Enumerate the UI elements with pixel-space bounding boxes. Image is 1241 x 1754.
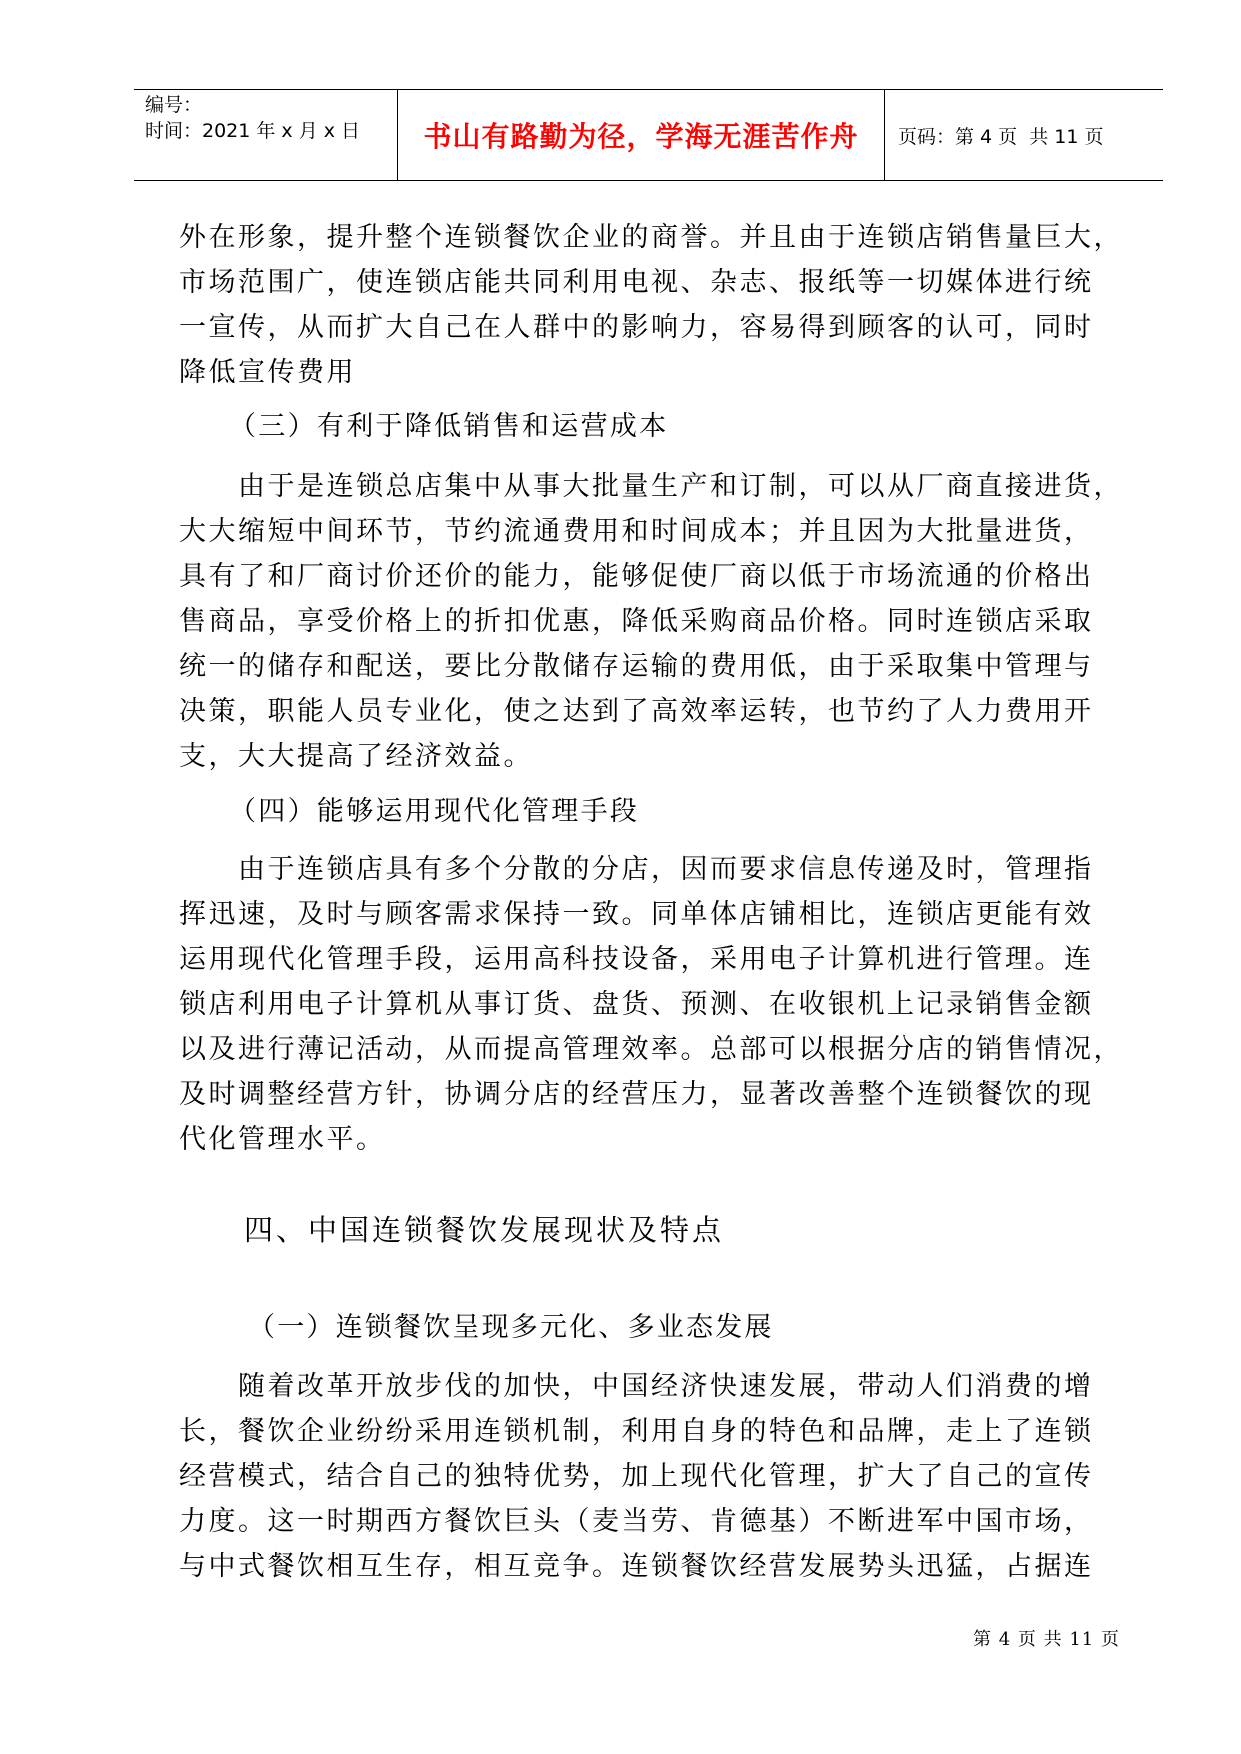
text-line: 与中式餐饮相互生存，相互竞争。连锁餐饮经营发展势头迅猛，占据连	[179, 1551, 1094, 1582]
text-line: 锁店利用电子计算机从事订货、盘货、预测、在收银机上记录销售金额	[179, 989, 1094, 1020]
text-line: 由于是连锁总店集中从事大批量生产和订制，可以从厂商直接进货，	[238, 471, 1123, 502]
text-line: 大大缩短中间环节，节约流通费用和时间成本；并且因为大批量进货，	[179, 516, 1094, 547]
text-line: 以及进行薄记活动，从而提高管理效率。总部可以根据分店的销售情况，	[179, 1034, 1123, 1065]
text-line: 售商品，享受价格上的折扣优惠，降低采购商品价格。同时连锁店采取	[179, 606, 1094, 637]
text-line: 力度。这一时期西方餐饮巨头（麦当劳、肯德基）不断进军中国市场，	[179, 1506, 1094, 1537]
text-line: 外在形象，提升整个连锁餐饮企业的商誉。并且由于连锁店销售量巨大，	[179, 222, 1123, 253]
text-line: 一宣传，从而扩大自己在人群中的影响力，容易得到顾客的认可，同时	[179, 312, 1094, 343]
text-line: 具有了和厂商讨价还价的能力，能够促使厂商以低于市场流通的价格出	[179, 561, 1094, 592]
text-line: 支，大大提高了经济效益。	[179, 741, 533, 772]
page-header	[134, 89, 1163, 181]
text-line: 及时调整经营方针，协调分店的经营压力，显著改善整个连锁餐饮的现	[179, 1079, 1094, 1110]
paragraph-continued	[179, 215, 1189, 395]
document-time-label: 时间：2021 年 x 月 x 日	[145, 120, 361, 142]
text-line: 长，餐饮企业纷纷采用连锁机制，利用自身的特色和品牌，走上了连锁	[179, 1416, 1094, 1447]
paragraph	[179, 1364, 1189, 1589]
text-line: 运用现代化管理手段，运用高科技设备，采用电子计算机进行管理。连	[179, 944, 1094, 975]
text-line: 市场范围广，使连锁店能共同利用电视、杂志、报纸等一切媒体进行统	[179, 267, 1094, 298]
header-page-cell	[884, 90, 1163, 180]
document-number-label: 编号：	[145, 94, 203, 116]
text-line: 代化管理水平。	[179, 1124, 386, 1155]
text-line: 决策，职能人员专业化，使之达到了高效率运转，也节约了人力费用开	[179, 696, 1094, 727]
page-footer-number: 第 4 页 共 11 页	[973, 1629, 1120, 1650]
text-line: 经营模式，结合自己的独特优势，加上现代化管理，扩大了自己的宣传	[179, 1461, 1094, 1492]
text-line: 随着改革开放步伐的加快，中国经济快速发展，带动人们消费的增	[238, 1371, 1094, 1402]
paragraph	[179, 464, 1189, 779]
text-line: 挥迅速，及时与顾客需求保持一致。同单体店铺相比，连锁店更能有效	[179, 899, 1094, 930]
section-heading: 四、中国连锁餐饮发展现状及特点	[244, 1213, 725, 1247]
header-motto-cell	[397, 90, 884, 180]
subsection-heading: （四）能够运用现代化管理手段	[229, 796, 640, 827]
header-info-cell	[134, 90, 397, 180]
subsection-heading: （一）连锁餐饮呈现多元化、多业态发展	[248, 1312, 774, 1343]
text-line: 由于连锁店具有多个分散的分店，因而要求信息传递及时，管理指	[238, 854, 1094, 885]
header-page-number: 页码：第 4 页 共 11 页	[898, 125, 1104, 148]
subsection-heading: （三）有利于降低销售和运营成本	[229, 411, 669, 442]
text-line: 统一的储存和配送，要比分散储存运输的费用低，由于采取集中管理与	[179, 651, 1094, 682]
text-line: 降低宣传费用	[179, 357, 356, 388]
header-motto: 书山有路勤为径，学海无涯苦作舟	[423, 120, 859, 153]
document-body	[179, 215, 1189, 1589]
paragraph	[179, 847, 1189, 1162]
